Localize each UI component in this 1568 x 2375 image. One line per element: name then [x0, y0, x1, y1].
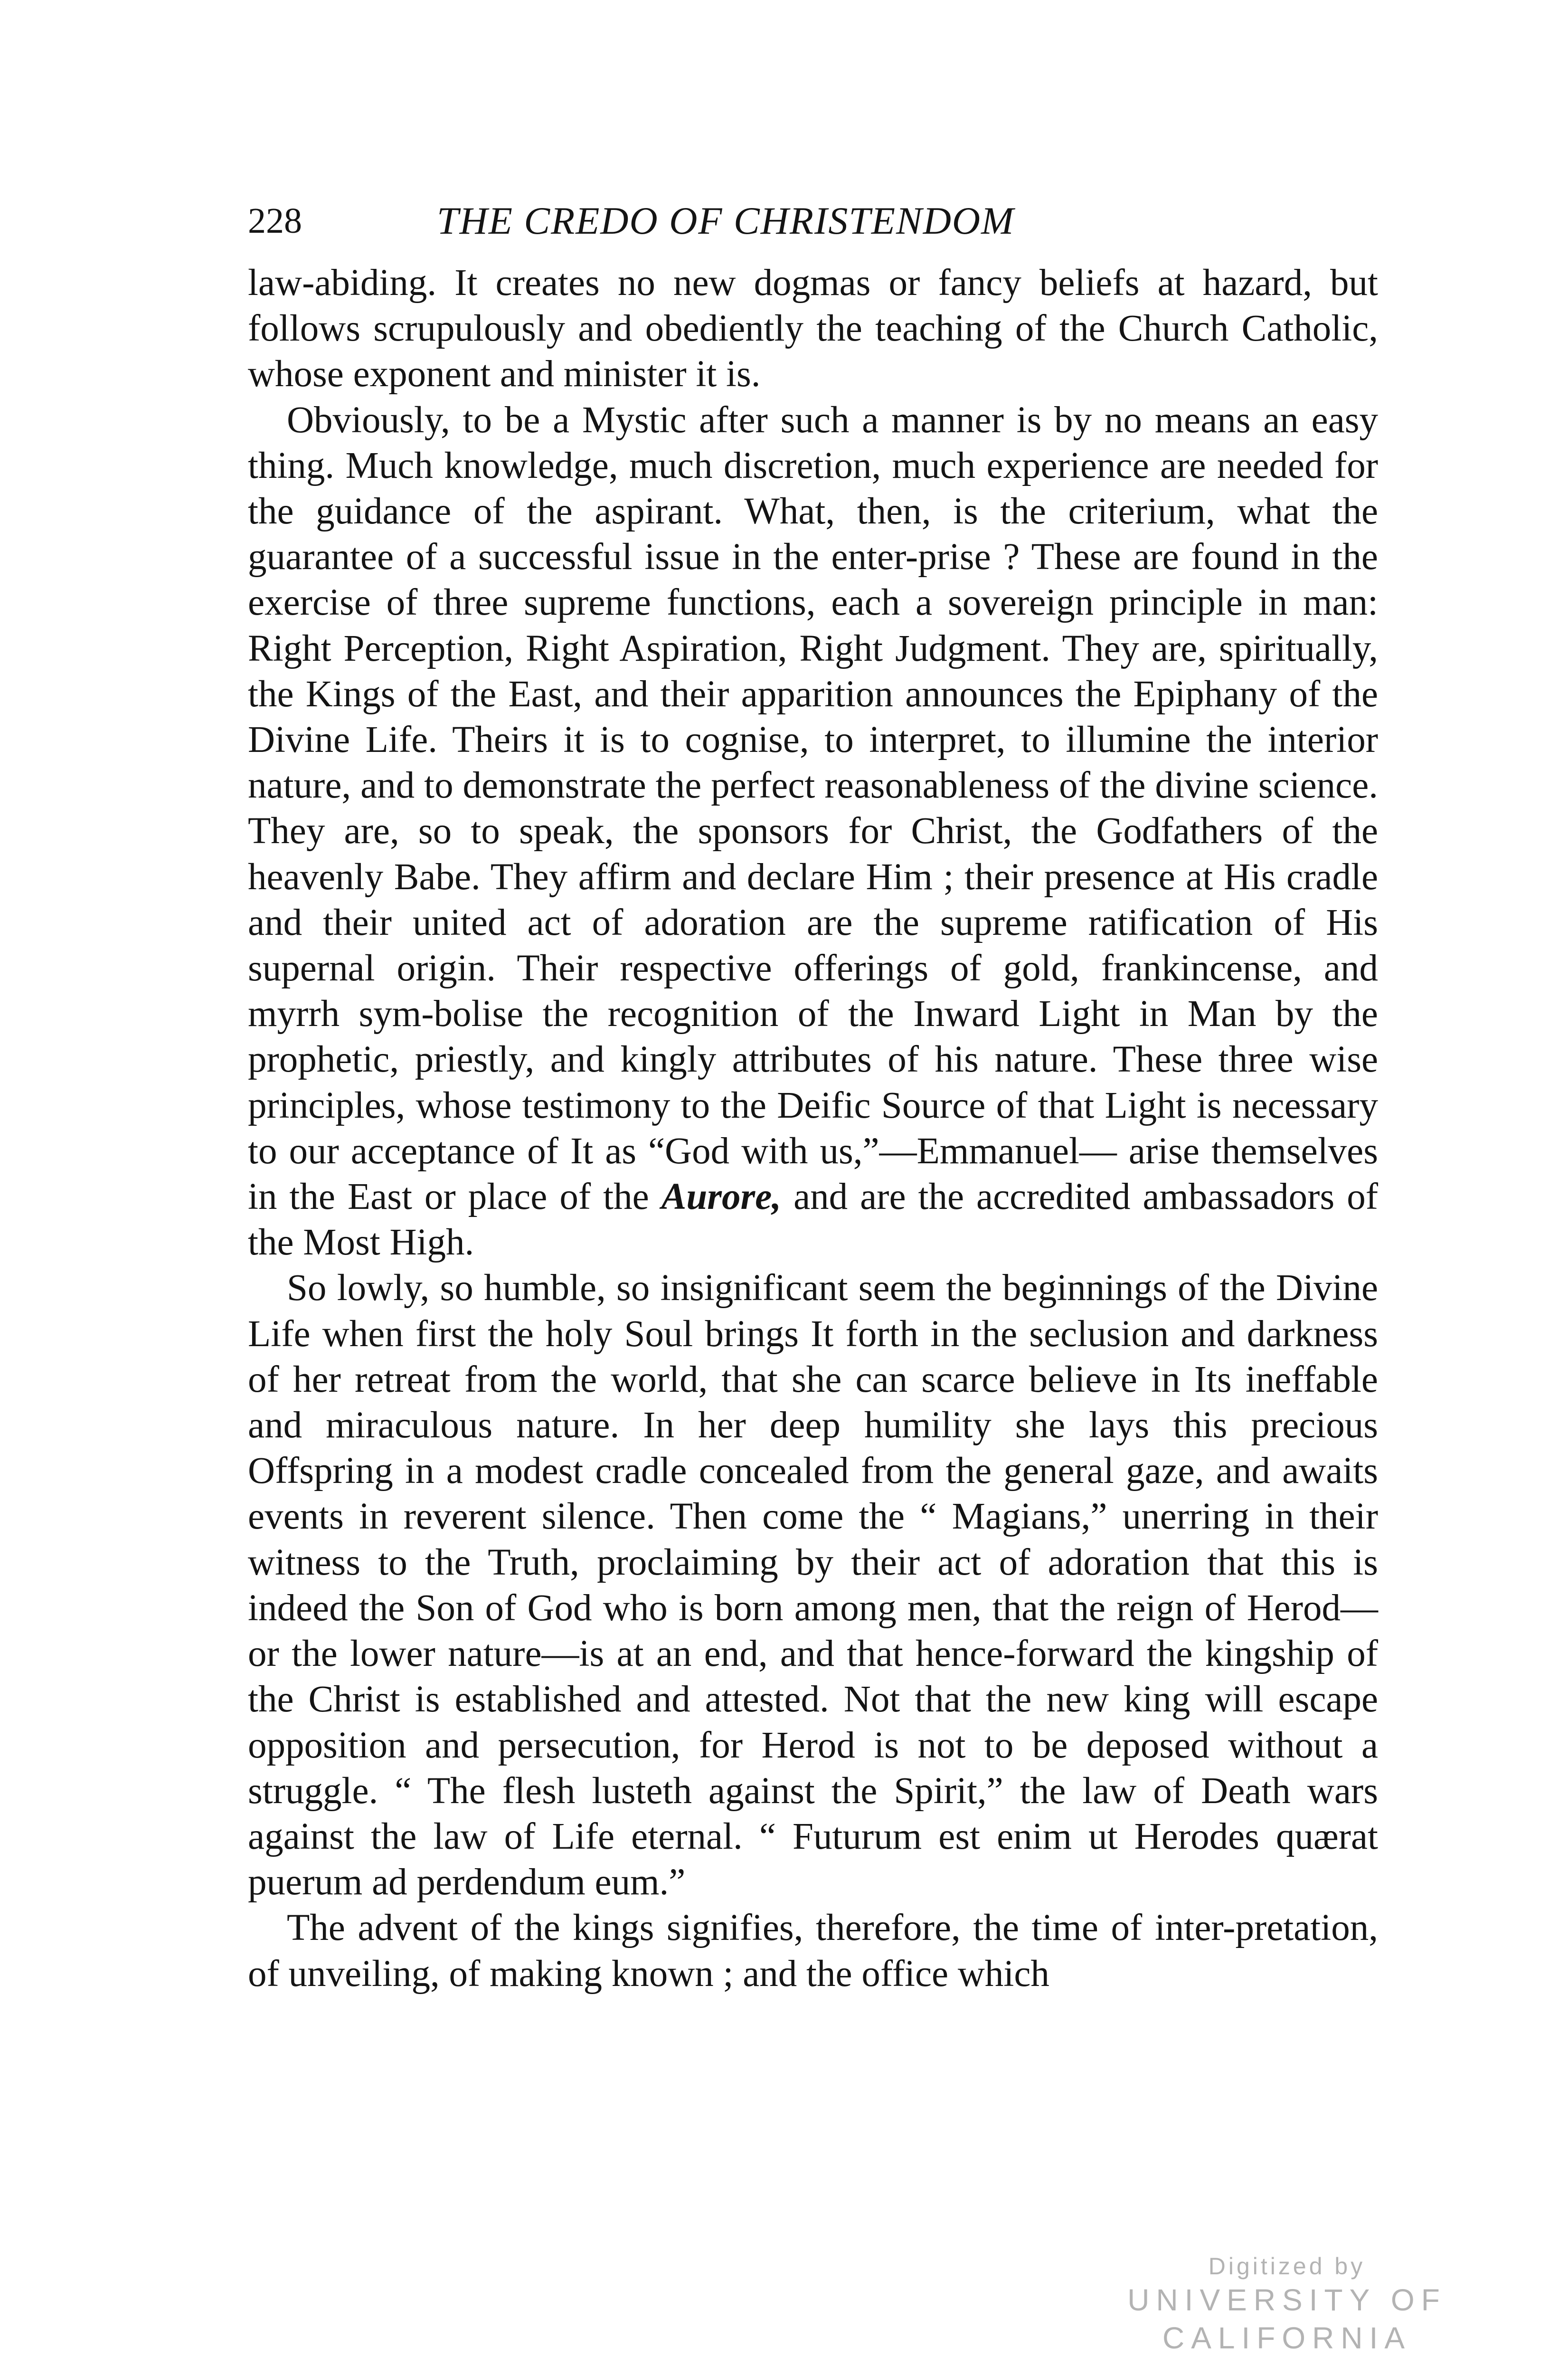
text-line: of Herod—or the lower nature—is at an end, and that hence- — [248, 1587, 1379, 1675]
text-line: to the Truth, proclaiming by their act of adoration that this is — [378, 1541, 1379, 1583]
text-line: believe in Its ineffable and miraculous nature. In her deep — [248, 1358, 1378, 1446]
text-line: prise ? These are found in the exercise of three supreme functions, — [248, 536, 1378, 624]
text-line: adoration are the supreme ratification of His supernal origin. — [248, 902, 1378, 989]
text-line: declare Him ; their presence at His cradle and their united act of — [248, 856, 1379, 943]
body-text — [248, 260, 1378, 1997]
watermark-line: Digitized by — [1208, 2253, 1366, 2280]
text-line: of Life eternal. “ Futurum est enim ut Herodes quærat puerum — [248, 1815, 1378, 1903]
text-line: and darkness of her retreat from the world, that she can scarce — [248, 1313, 1378, 1400]
text-line: priestly, and kingly attributes of his nature. These three wise — [415, 1039, 1379, 1081]
text-line: Their respective offerings of gold, frankincense, and myrrh sym- — [248, 948, 1378, 1035]
library-watermark — [1049, 2252, 1524, 2357]
text-line: principles, whose testimony to the Deific Source of that Light is — [248, 1084, 1222, 1126]
page-number: 228 — [248, 201, 302, 241]
text-line: each a sovereign principle in man: Right Perception, Right — [248, 582, 1379, 669]
watermark-line: UNIVERSITY OF CALIFORNIA — [1127, 2283, 1446, 2355]
text-line: The advent of the kings signifies, therefore, the time of inter- — [287, 1907, 1236, 1949]
text-line: law-abiding. It creates no new dogmas or fancy beliefs at hazard, — [248, 262, 1312, 304]
text-line: forward the kingship of the Christ is established and attested. — [248, 1633, 1378, 1720]
text-line: and are the — [793, 1176, 964, 1218]
text-line: concealed from the general gaze, and awaits events in reverent — [248, 1450, 1379, 1538]
running-header — [248, 195, 1378, 247]
text-line: of the divine science. They are, so to speak, the sponsors for — [248, 765, 1379, 852]
text-line: Obviously, to be a Mystic after such a manner is by no means an — [287, 399, 1299, 441]
text-line: Not that the new king will escape opposition and persecution, — [248, 1679, 1379, 1766]
text-line: arise themselves in the East or place of the — [248, 1130, 1378, 1218]
text-line: criterium, what the guarantee of a successful issue in the enter- — [248, 491, 1379, 578]
text-line: the interior nature, and to demonstrate the perfect reasonableness — [248, 719, 1379, 807]
text-line: Aspiration, Right Judgment. They are, spiritually, the Kings — [248, 627, 1378, 715]
text-line: accredited ambassadors of the Most High. — [248, 1176, 1379, 1264]
text-line: Church Catholic, whose exponent and minister it is. — [248, 308, 1379, 395]
text-line: humility she lays this precious Offspring in a modest cradle — [248, 1405, 1379, 1492]
italic-word: Aurore, — [661, 1176, 782, 1218]
text-line: for Herod is not to be deposed without a struggle. “ The flesh — [248, 1724, 1379, 1812]
text-line: necessary to our acceptance of It as “God with us,”—Emmanuel— — [248, 1084, 1378, 1172]
running-title: THE CREDO OF CHRISTENDOM — [437, 199, 1015, 242]
text-line: ad perdendum eum.” — [372, 1862, 686, 1903]
paragraph-3 — [248, 1265, 1378, 1905]
text-line: So lowly, so humble, so insignificant seem the beginnings of the — [287, 1267, 1266, 1309]
paragraph-4 — [248, 1905, 1378, 1996]
text-line: the Divine Life. Theirs it is to cognise, to interpret, to illumine — [248, 673, 1379, 761]
text-line: bolise the recognition of the Inward Light in Man by the prophetic, — [248, 993, 1378, 1081]
text-line: but follows scrupulously and obediently the teaching of the — [248, 262, 1378, 350]
paragraph-1 — [248, 260, 1378, 398]
paragraph-2 — [248, 398, 1378, 1266]
text-line: Divine Life when first the holy Soul brings It forth in the seclusion — [248, 1267, 1379, 1355]
text-line: lusteth against the Spirit,” the law of Death wars against the law — [248, 1770, 1378, 1857]
text-line: silence. Then come the “ Magians,” unerring in their witness — [248, 1496, 1379, 1583]
text-line: Christ, the Godfathers of the heavenly Babe. They affirm and — [248, 810, 1379, 898]
text-line: are needed for the guidance of the aspirant. What, then, is the — [248, 445, 1379, 532]
text-line: indeed the Son of God who is born among men, that the reign — [248, 1587, 1194, 1629]
text-line: of the East, and their apparition announces the Epiphany of — [407, 673, 1321, 715]
text-line: easy thing. Much knowledge, much discretion, much experience — [248, 399, 1379, 486]
text-line: pretation, of unveiling, of making known ; and the office which — [248, 1907, 1378, 1995]
